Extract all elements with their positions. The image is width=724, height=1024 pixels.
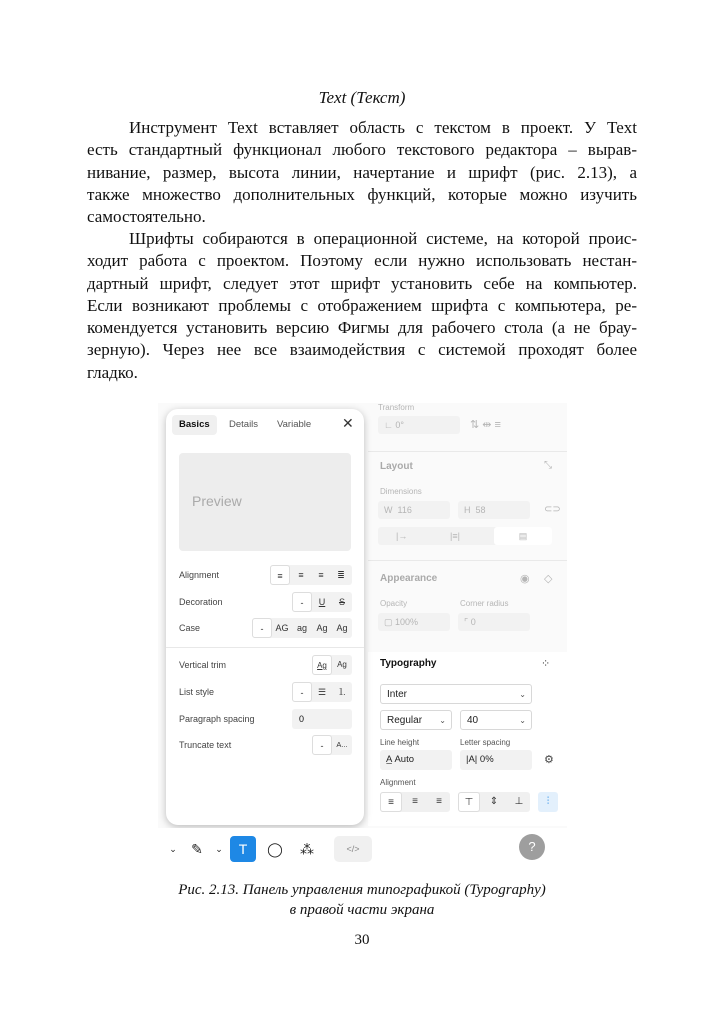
case-lower[interactable]: ag — [296, 623, 307, 633]
section-heading: Text (Текст) — [318, 88, 406, 107]
width-value: 116 — [397, 505, 412, 515]
transform-label: Transform — [378, 403, 415, 412]
corner-icon: ⌜ — [464, 617, 471, 627]
align-bottom-icon[interactable]: ⊥ — [514, 796, 524, 807]
typography-section — [368, 652, 567, 826]
fixed-width-icon: |→ — [396, 531, 408, 541]
text-line: самостоятельно. — [87, 207, 206, 227]
paragraph-align-control[interactable] — [270, 565, 352, 585]
list-style-label: List style — [179, 687, 215, 697]
paragraph-2 — [87, 228, 637, 384]
paragraph-spacing-field[interactable]: 0 — [292, 709, 352, 729]
text-line: есть стандартный функционал любого текстового редактора – вырав- — [87, 140, 637, 160]
decoration-none[interactable]: - — [292, 592, 312, 612]
corner-radius-field[interactable] — [458, 613, 530, 631]
case-label: Case — [179, 623, 201, 633]
list-style-control[interactable] — [292, 682, 352, 702]
decoration-label: Decoration — [179, 597, 223, 607]
align-center-icon[interactable]: ≡ — [412, 796, 418, 807]
text-line: также множество дополнительных функций, которые можно изучить — [87, 184, 637, 204]
align-top-icon[interactable]: ⊤ — [458, 792, 480, 812]
font-family-select[interactable] — [380, 684, 532, 704]
case-upper[interactable]: AG — [275, 623, 289, 633]
properties-panel — [368, 403, 567, 870]
align-middle-icon[interactable]: ⇕ — [489, 796, 499, 807]
resize-mode-control[interactable] — [378, 527, 552, 545]
type-details-button[interactable] — [538, 792, 558, 812]
chevron-down-icon: ⌄ — [519, 716, 526, 725]
divider — [166, 647, 364, 648]
close-icon[interactable]: ✕ — [342, 415, 354, 431]
truncate-none[interactable]: - — [312, 735, 332, 755]
align-left-icon[interactable]: ≡ — [270, 565, 290, 585]
trim-standard[interactable]: Ag — [312, 655, 332, 675]
case-small-caps[interactable]: Ag — [336, 623, 348, 633]
pen-icon[interactable]: ✎ — [191, 841, 203, 857]
eye-icon[interactable]: ◉ — [520, 573, 530, 585]
constrain-icon[interactable]: ⊂⊃ — [544, 504, 561, 515]
flip-icons[interactable]: ⇅ ⇹ ≡ — [470, 419, 501, 431]
truncate-ellipsis[interactable]: A... — [336, 740, 348, 749]
letter-spacing-icon: |A| — [466, 754, 480, 765]
divider — [368, 451, 567, 452]
paragraph-1 — [87, 117, 637, 228]
opacity-icon: ▢ — [384, 617, 396, 627]
figure-screenshot — [158, 403, 567, 870]
type-settings-icon[interactable]: ⚙ — [544, 754, 554, 766]
caption-line: в правой части экрана — [289, 902, 435, 918]
list-none[interactable]: - — [292, 682, 312, 702]
align-right-icon[interactable]: ≡ — [436, 796, 442, 807]
rotation-field[interactable] — [378, 416, 460, 434]
appearance-title: Appearance — [380, 573, 438, 584]
dimensions-label: Dimensions — [380, 487, 422, 496]
type-settings-popup — [166, 409, 364, 825]
caption-line: Рис. 2.13. Панель управления типографикой (Typography) — [178, 882, 546, 898]
line-height-label: Line height — [380, 738, 420, 747]
text-styles-icon[interactable]: ⁘ — [541, 658, 551, 670]
bullet-list-icon[interactable]: ☰ — [317, 687, 327, 697]
decoration-control[interactable] — [292, 592, 352, 612]
bottom-toolbar — [158, 828, 567, 870]
corner-radius-value: 0 — [470, 617, 476, 627]
angle-icon: ∟ — [384, 420, 396, 430]
width-field[interactable] — [378, 501, 450, 519]
align-left-icon[interactable]: ≡ — [380, 792, 402, 812]
figure-caption — [0, 880, 724, 920]
chevron-down-icon: ⌄ — [439, 716, 446, 725]
page-number: 30 — [354, 932, 370, 948]
line-height-value: Auto — [394, 754, 414, 765]
trim-cap-height[interactable]: Ag — [337, 660, 347, 669]
preview-box — [179, 453, 351, 551]
tab-variable[interactable]: Variable — [277, 419, 312, 430]
opacity-field[interactable] — [378, 613, 450, 631]
case-none[interactable]: - — [252, 618, 272, 638]
sliders-icon: ⫶ — [546, 796, 550, 807]
hug-icon: |≡| — [450, 531, 460, 541]
font-style-select[interactable] — [380, 710, 452, 730]
chevron-down-icon[interactable]: ⌄ — [169, 844, 177, 854]
case-control[interactable] — [252, 618, 352, 638]
dev-mode-button[interactable]: </> — [334, 836, 372, 862]
auto-height-icon: ▤ — [494, 527, 552, 545]
font-style-value: Regular — [387, 715, 423, 726]
font-size-select[interactable] — [460, 710, 532, 730]
truncate-text-label: Truncate text — [179, 740, 232, 750]
align-center-icon[interactable]: ≡ — [298, 570, 304, 580]
align-justify-icon[interactable]: ≣ — [337, 570, 345, 580]
vertical-trim-control[interactable] — [312, 655, 352, 675]
typography-title: Typography — [380, 658, 437, 669]
corner-radius-label: Corner radius — [460, 599, 509, 608]
text-line: комендуется установить версию Фигмы для рабочего стола (а не брау- — [87, 318, 637, 338]
line-height-icon: A̲ — [386, 754, 395, 765]
paragraph-spacing-label: Paragraph spacing — [179, 714, 255, 724]
text-line: зерную). Через нее все взаимодействия с системой проходят более — [87, 340, 637, 360]
text-tool-button[interactable]: T — [230, 836, 256, 862]
layout-title: Layout — [380, 461, 413, 472]
alignment-label: Alignment — [179, 570, 220, 580]
vertical-align-control[interactable] — [458, 792, 530, 812]
tab-basics[interactable]: Basics — [172, 415, 217, 435]
chevron-down-icon: ⌄ — [519, 690, 526, 699]
letter-spacing-label: Letter spacing — [460, 738, 511, 747]
letter-spacing-value: 0% — [479, 754, 494, 765]
tab-details[interactable]: Details — [229, 419, 259, 430]
case-title[interactable]: Ag — [316, 623, 328, 633]
height-value: 58 — [475, 505, 486, 515]
comment-icon[interactable]: ◯ — [267, 841, 283, 857]
font-family-value: Inter — [387, 689, 408, 700]
text-line: Если возникают проблемы с отображением шрифта с компьютера, ре- — [87, 295, 637, 315]
rotation-value: 0° — [395, 420, 404, 430]
text-line: нивание, размер, высота линии, начертание и шрифт (рис. 2.13), а — [87, 162, 637, 182]
drop-icon[interactable]: ◇ — [544, 573, 553, 585]
vertical-trim-label: Vertical trim — [179, 660, 227, 670]
text-line: гладко. — [87, 362, 138, 382]
strikethrough-option[interactable]: S — [338, 597, 345, 607]
height-prefix: H — [464, 505, 471, 515]
text-line: Шрифты собираются в операционной системе, на которой проис- — [129, 229, 637, 248]
text-line: Инструмент Text вставляет область с текстом в проект. У Text — [129, 118, 637, 137]
text-line: ходит работа с проектом. Поэтому если нужно использовать нестан- — [87, 251, 637, 271]
height-field[interactable] — [458, 501, 530, 519]
truncate-control[interactable] — [312, 735, 352, 755]
alignment-label: Alignment — [380, 778, 416, 787]
align-right-icon[interactable]: ≡ — [318, 570, 324, 580]
chevron-down-icon[interactable]: ⌄ — [215, 844, 223, 854]
horizontal-align-control[interactable] — [380, 792, 450, 812]
divider — [368, 560, 567, 561]
help-button[interactable]: ? — [519, 834, 545, 860]
width-prefix: W — [384, 505, 393, 515]
numbered-list-icon[interactable]: ⒈ — [337, 687, 347, 697]
text-line: дартный шрифт, следует этот шрифт установить себе на компьютер. — [87, 273, 637, 293]
preview-text: Preview — [192, 493, 242, 509]
actions-icon[interactable]: ⁂ — [300, 841, 314, 857]
font-size-value: 40 — [467, 715, 479, 726]
underline-option[interactable]: U — [318, 597, 326, 607]
opacity-label: Opacity — [380, 599, 408, 608]
letter-spacing-field[interactable] — [460, 750, 532, 770]
line-height-field[interactable] — [380, 750, 452, 770]
opacity-value: 100% — [395, 617, 419, 627]
collapse-icon[interactable]: ⤡ — [544, 460, 552, 471]
